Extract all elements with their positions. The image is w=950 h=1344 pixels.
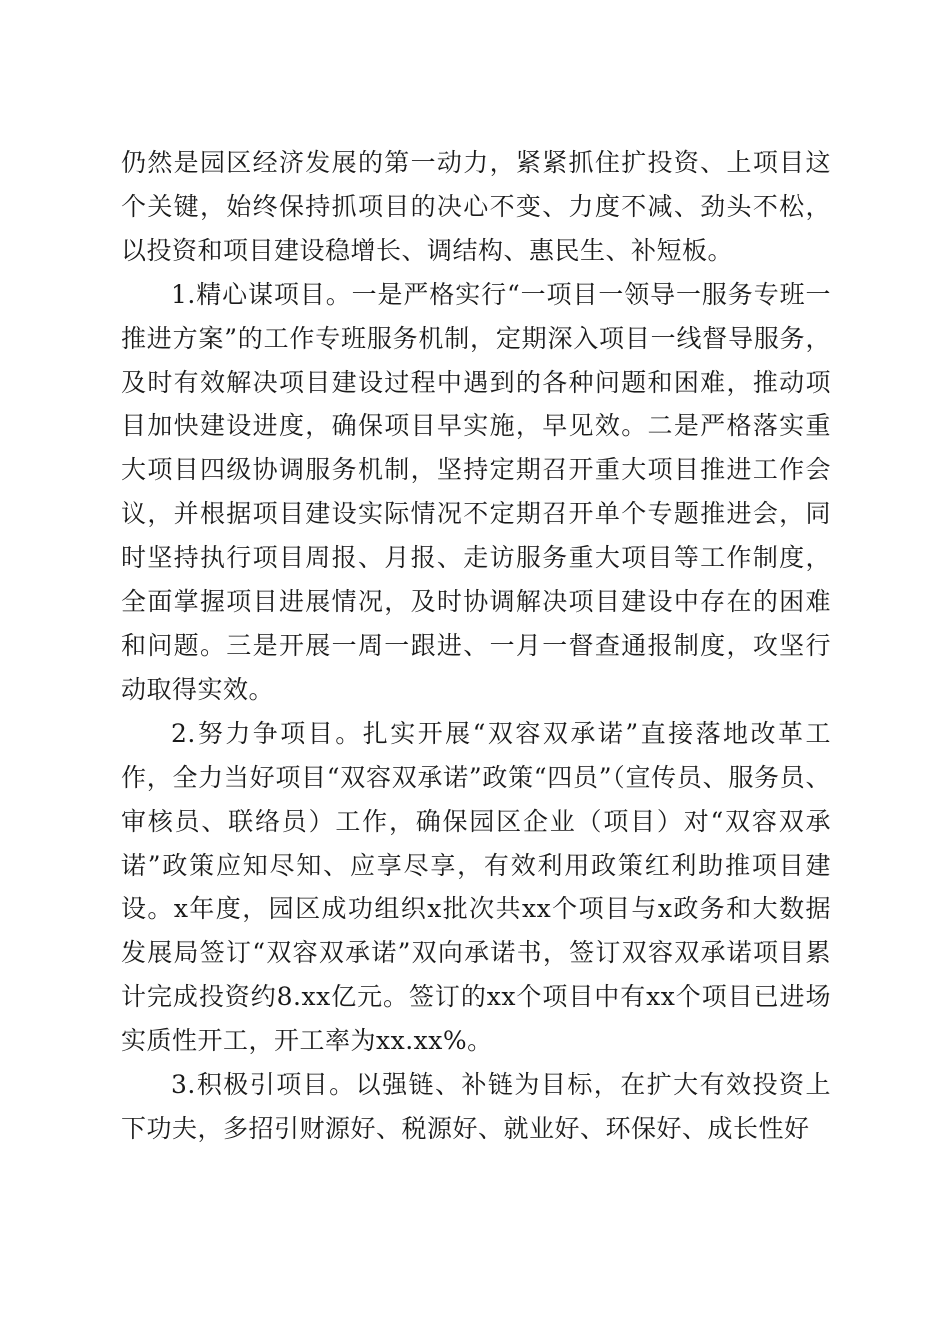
paragraph-item-3: 3.积极引项目。以强链、补链为目标，在扩大有效投资上下功夫，多招引财源好、税源好、就业好、环保好、成长性好 — [121, 1070, 831, 1143]
document-body — [121, 141, 831, 1151]
paragraph-continuation: 仍然是园区经济发展的第一动力，紧紧抓住扩投资、上项目这个关键，始终保持抓项目的决心不变、力度不减、劲头不松，以投资和项目建设稳增长、调结构、惠民生、补短板。 — [121, 148, 831, 265]
paragraph-item-2: 2.努力争项目。扎实开展“双容双承诺”直接落地改革工作，全力当好项目“双容双承诺”政策“四员”（宣传员、服务员、审核员、联络员）工作，确保园区企业（项目）对“双容双承诺”政策应知尽知、应享尽享，有效利用政策红利助推项目建设。x年度，园区成功组织x批次共xx个项目与x政务和大数据发展局签订“双容双承诺”双向承诺书，签订双容双承诺项目累计完成投资约8.xx亿元。签订的xx个项目中有xx个项目已进场实质性开工，开工率为xx.xx%。 — [121, 718, 831, 1056]
paragraph-item-1: 1.精心谋项目。一是严格实行“一项目一领导一服务专班一推进方案”的工作专班服务机制，定期深入项目一线督导服务，及时有效解决项目建设过程中遇到的各种问题和困难，推动项目加快建设进度，确保项目早实施，早见效。二是严格落实重大项目四级协调服务机制，坚持定期召开重大项目推进工作会议，并根据项目建设实际情况不定期召开单个专题推进会，同时坚持执行项目周报、月报、走访服务重大项目等工作制度，全面掌握项目进展情况，及时协调解决项目建设中存在的困难和问题。三是开展一周一跟进、一月一督查通报制度，攻坚行动取得实效。 — [121, 279, 831, 704]
